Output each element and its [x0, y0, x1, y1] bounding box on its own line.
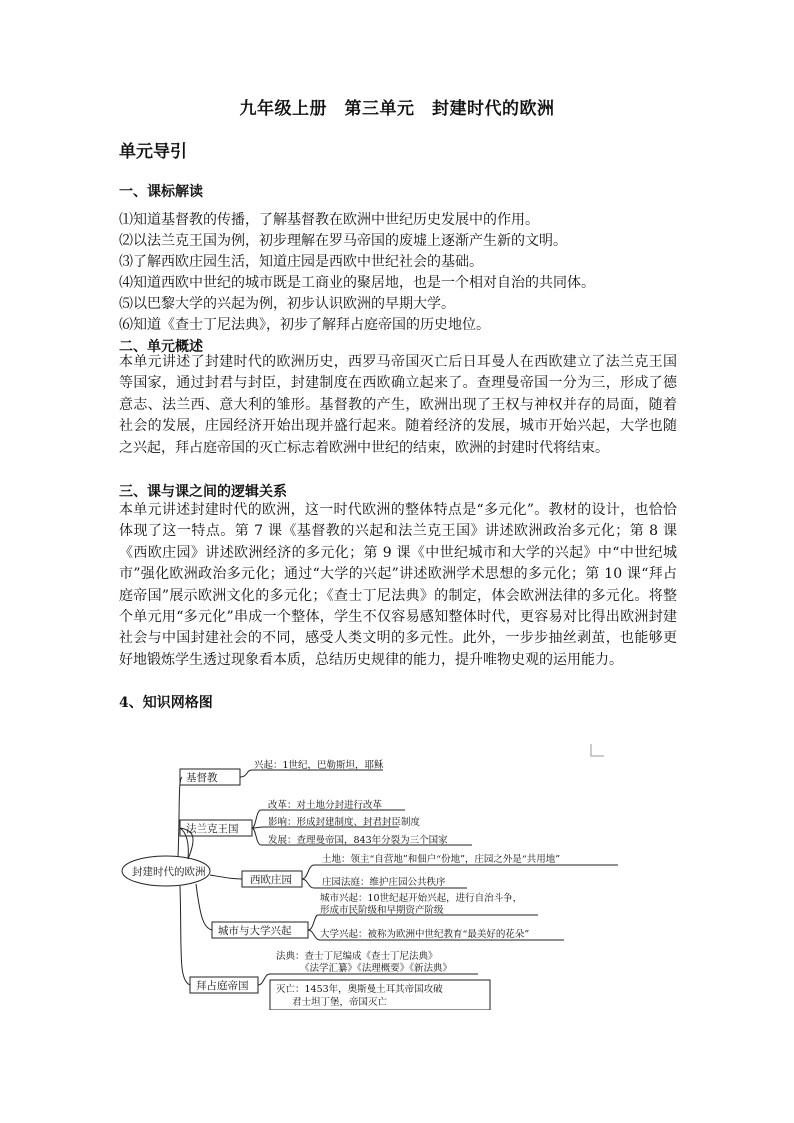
detail-text: 《法学汇纂》《法理概要》《新法典》 [300, 963, 453, 974]
list-item: ⑹知道《查士丁尼法典》，初步了解拜占庭帝国的历史地位。 [119, 317, 490, 333]
detail-text: 君士坦丁堡，帝国灭亡 [292, 997, 388, 1008]
unit-guide-heading: 单元导引 [119, 142, 187, 162]
branch-byzantine-empire: 拜占庭帝国 [196, 980, 249, 992]
curriculum-list [119, 210, 679, 336]
mindmap-center-label: 封建时代的欧洲 [132, 866, 206, 878]
detail-text: 影响：形成封建制度、封君封臣制度 [268, 817, 421, 828]
unit-overview-paragraph: 本单元讲述了封建时代的欧洲历史，西罗马帝国灭亡后日耳曼人在西欧建立了法兰克王国等国家，通过封君与封臣，封建制度在西欧确立起来了。查理曼帝国一分为三，形成了德意志、法兰西、意大利的雏形。基督教的产生，欧洲出现了王权与神权并存的局面，随着社会的发展，庄园经济开始出现并盛行起来。随着经济的发展，城市开始兴起，大学也随之兴起，拜占庭帝国的灭亡标志着欧洲中世纪的结束，欧洲的封建时代将结束。 [119, 354, 677, 456]
branch-manor: 西欧庄园 [250, 874, 292, 886]
detail-text: 法典：查士丁尼编成《查士丁尼法典》 [276, 951, 438, 962]
branch-christianity: 基督教 [186, 772, 218, 784]
branch-cities-universities: 城市与大学兴起 [218, 925, 292, 937]
list-item: ⑴知道基督教的传播，了解基督教在欧洲中世纪历史发展中的作用。 [119, 212, 539, 228]
section4-heading: 4、知识网格图 [119, 695, 213, 711]
detail-text: 改革：对土地分封进行改革 [268, 800, 383, 811]
section2-heading: 二、单元概述 [119, 339, 203, 355]
branch-frankish-kingdom: 法兰克王国 [186, 823, 239, 835]
logic-relation-paragraph: 本单元讲述封建时代的欧洲，这一时代欧洲的整体特点是“多元化”。教材的设计，也恰恰体现了这一特点。第 7 课《基督教的兴起和法兰克王国》讲述欧洲政治多元化；第 8 课《西欧庄园》讲述欧洲经济的多元化；第 9 课《中世纪城市和大学的兴起》中“中世纪城市”强化欧洲政治多元化；通过“大学的兴起”讲述欧洲学术思想的多元化；第 10 课“拜占庭帝国”展示欧洲文化的多元化；《查士丁尼法典》的制定，体会欧洲法律的多元化。将整个单元用“多元化”串成一个整体，学生不仅容易感知整体时代，更容易对比得出欧洲封建社会与中国封建社会的不同，感受人类文明的多元性。此外，一步步抽丝剥茧，也能够更好地锻炼学生透过现象看本质，总结历史规律的能力，提升唯物史观的运用能力。 [119, 502, 677, 668]
knowledge-mindmap [118, 740, 618, 1010]
detail-text: 兴起：1世纪，巴勒斯坦，耶稣 [254, 760, 384, 771]
list-item: ⑷知道西欧中世纪的城市既是工商业的聚居地，也是一个相对自治的共同体。 [119, 275, 595, 291]
list-item: ⑵以法兰克王国为例，初步理解在罗马帝国的废墟上逐渐产生新的文明。 [119, 233, 567, 249]
list-item: ⑶了解西欧庄园生活，知道庄园是西欧中世纪社会的基础。 [119, 254, 483, 270]
section1-heading: 一、课标解读 [119, 184, 203, 200]
detail-text: 土地：领主“自营地”和佃户“份地”，庄园之外是“共用地” [322, 854, 561, 865]
list-item: ⑸以巴黎大学的兴起为例，初步认识欧洲的早期大学。 [119, 296, 455, 312]
page-title: 九年级上册 第三单元 封建时代的欧洲 [239, 99, 555, 119]
detail-text: 形成市民阶级和早期资产阶级 [320, 905, 444, 916]
detail-text: 城市兴起：10世纪起开始兴起，进行自治斗争， [320, 893, 523, 904]
detail-text: 发展：查理曼帝国，843年分裂为三个国家 [268, 835, 448, 846]
detail-text: 庄园法庭：维护庄园公共秩序 [322, 877, 446, 888]
detail-text: 大学兴起：被称为欧洲中世纪教育“最美好的花朵” [320, 929, 530, 940]
detail-text: 灭亡：1453年，奥斯曼土耳其帝国攻破 [276, 984, 443, 995]
section3-heading: 三、课与课之间的逻辑关系 [119, 484, 287, 500]
